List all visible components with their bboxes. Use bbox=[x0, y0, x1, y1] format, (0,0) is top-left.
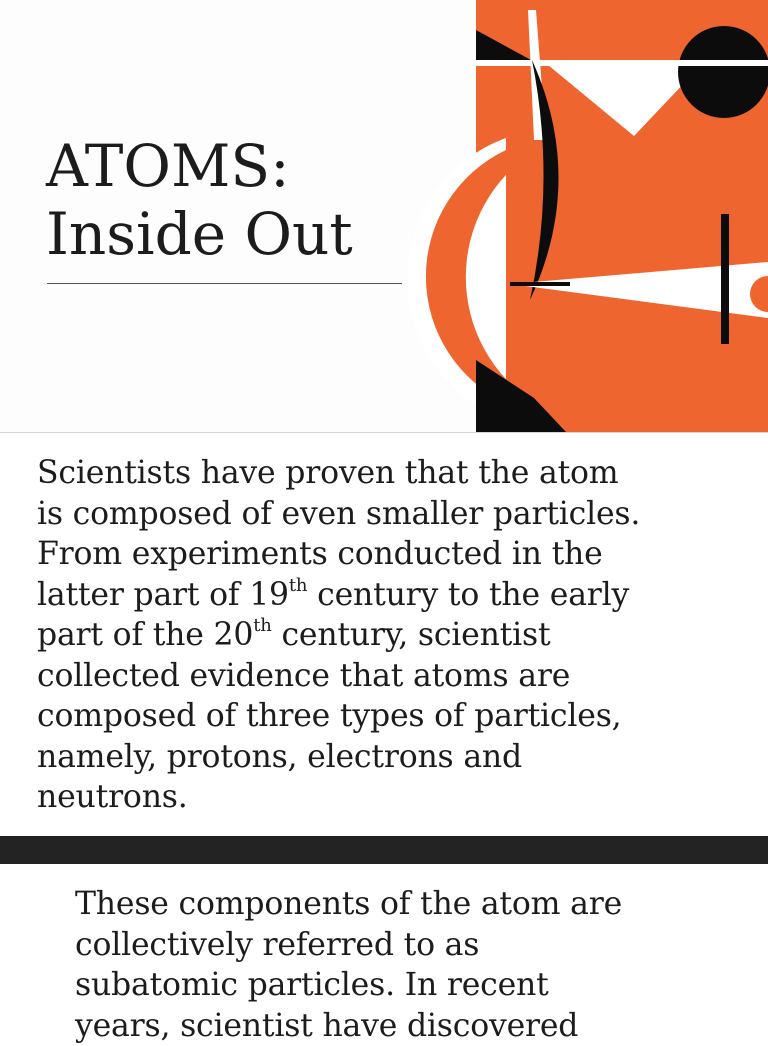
text-line: namely, protons, electrons and bbox=[37, 737, 757, 778]
text-line: neutrons. bbox=[37, 777, 757, 818]
title-line-1: ATOMS: bbox=[46, 132, 446, 200]
title-line-2: Inside Out bbox=[46, 200, 446, 268]
content-slide-2 bbox=[0, 864, 768, 1024]
text-line: Scientists have proven that the atom bbox=[37, 453, 757, 494]
title-underline bbox=[47, 283, 402, 284]
text-line: collected evidence that atoms are bbox=[37, 656, 757, 697]
art-circle-white-strip bbox=[678, 60, 768, 66]
art-black-line bbox=[510, 282, 570, 286]
text-line: latter part of 19th century to the early bbox=[37, 575, 757, 616]
abstract-atom-illustration bbox=[476, 0, 768, 432]
slide-divider-band bbox=[0, 836, 768, 864]
text-line: subatomic particles. In recent bbox=[75, 965, 755, 1006]
content-slide-1 bbox=[0, 433, 768, 836]
text-line: composed of three types of particles, bbox=[37, 696, 757, 737]
title-slide bbox=[0, 0, 768, 432]
text-line: These components of the atom are bbox=[75, 884, 755, 925]
text-line: part of the 20th century, scientist bbox=[37, 615, 757, 656]
body-paragraph bbox=[37, 453, 757, 818]
text-line: collectively referred to as bbox=[75, 925, 755, 966]
body-paragraph bbox=[75, 884, 755, 1046]
slide-title bbox=[46, 132, 446, 268]
text-line: From experiments conducted in the bbox=[37, 534, 757, 575]
text-line: is composed of even smaller particles. bbox=[37, 494, 757, 535]
art-black-vertical-bar bbox=[721, 214, 729, 344]
text-line: years, scientist have discovered bbox=[75, 1006, 755, 1046]
